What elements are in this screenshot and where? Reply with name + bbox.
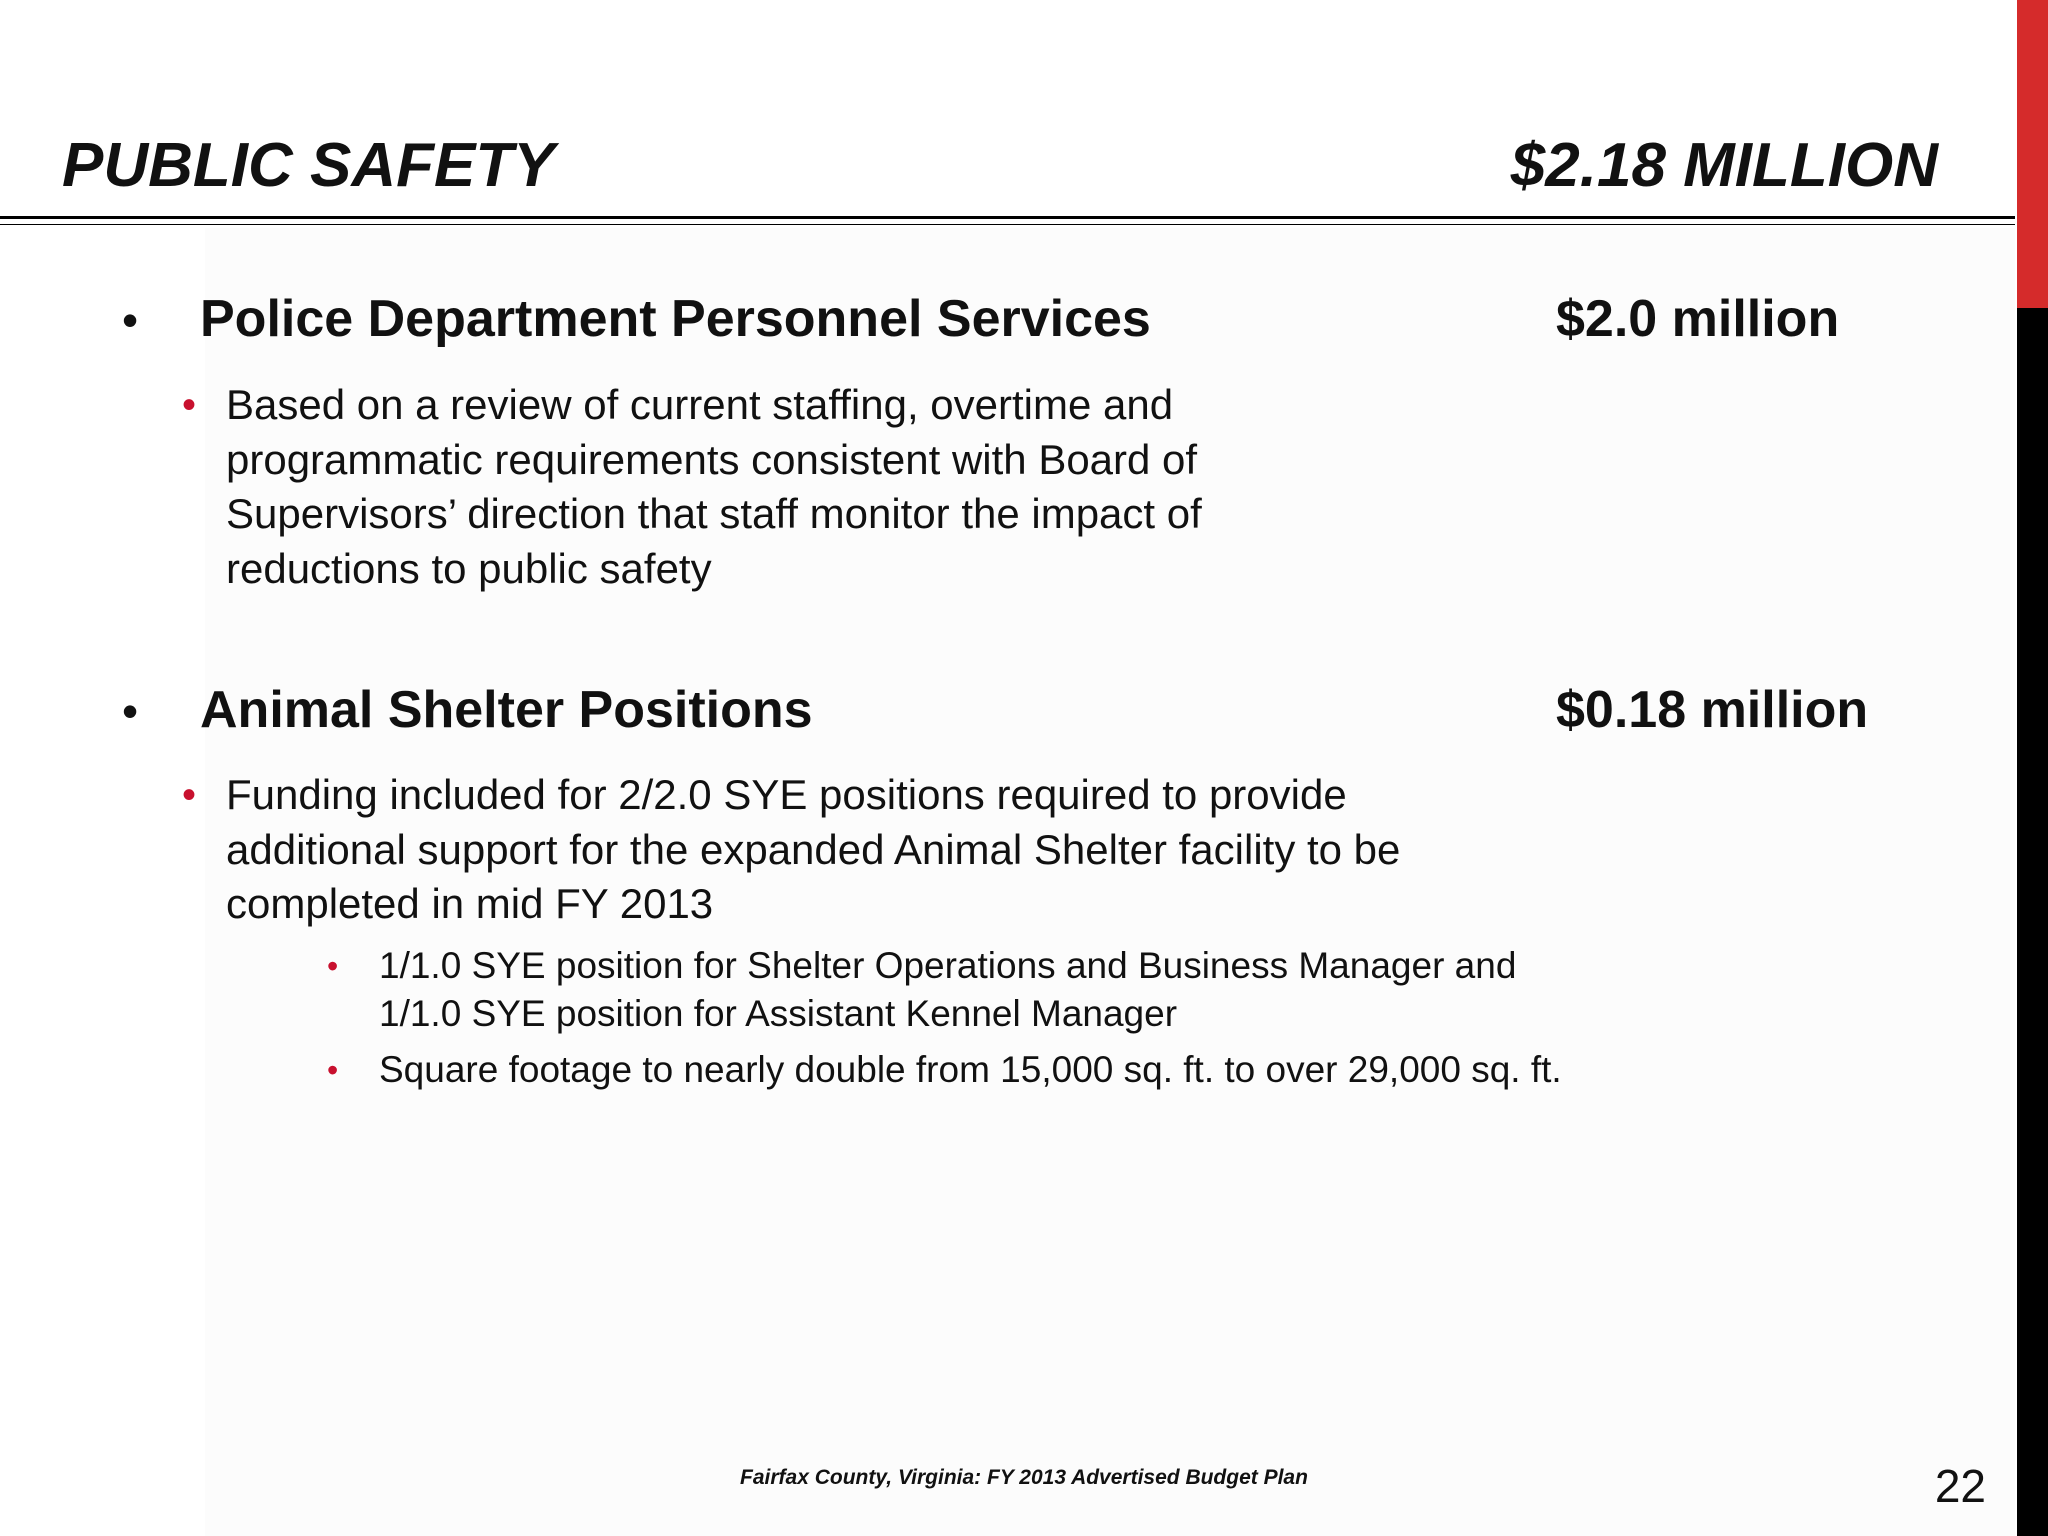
side-accent-block (2017, 0, 2048, 308)
subdetail-text-square-footage: Square footage to nearly double from 15,000 sq. ft. to over 29,000 sq. ft. (379, 1049, 1562, 1090)
title-rule-thin (0, 224, 2015, 225)
subdetail-bullet: • (327, 948, 339, 984)
slide-title: PUBLIC SAFETY (62, 131, 555, 200)
footer-source (0, 1464, 2048, 1492)
item-label-animal-shelter: Animal Shelter Positions (200, 681, 813, 739)
detail-text-police: Based on a review of current staffing, overtime and programmatic requirements consistent with Board of Supervisors’ direction that staff monitor the impact of reductions to public safety (226, 381, 1202, 592)
page-number: 22 (1934, 1460, 1986, 1512)
subdetail-bullet: • (327, 1052, 339, 1088)
subdetail-text-positions: 1/1.0 SYE position for Shelter Operations and Business Manager and 1/1.0 SYE position for Assistant Kennel Manager (379, 945, 1517, 1034)
detail-text-animal-shelter: Funding included for 2/2.0 SYE positions required to provide additional support for the expanded Animal Shelter facility to be completed in mid FY 2013 (226, 771, 1401, 927)
detail-bullet: • (182, 773, 197, 817)
detail-bullet: • (182, 383, 197, 427)
item-bullet: • (122, 294, 139, 346)
side-decoration-bar (2017, 0, 2048, 1536)
item-amount-animal-shelter: $0.18 million (1556, 681, 1869, 739)
item-label-police: Police Department Personnel Services (200, 290, 1151, 348)
item-amount-police: $2.0 million (1556, 290, 1840, 348)
title-rule-thick (0, 216, 2015, 219)
footer-source-label: Fairfax County, Virginia: FY 2013 Advertised Budget Plan (740, 1466, 1308, 1489)
slide-total-amount: $2.18 MILLION (1510, 131, 1938, 200)
item-bullet: • (122, 685, 139, 737)
